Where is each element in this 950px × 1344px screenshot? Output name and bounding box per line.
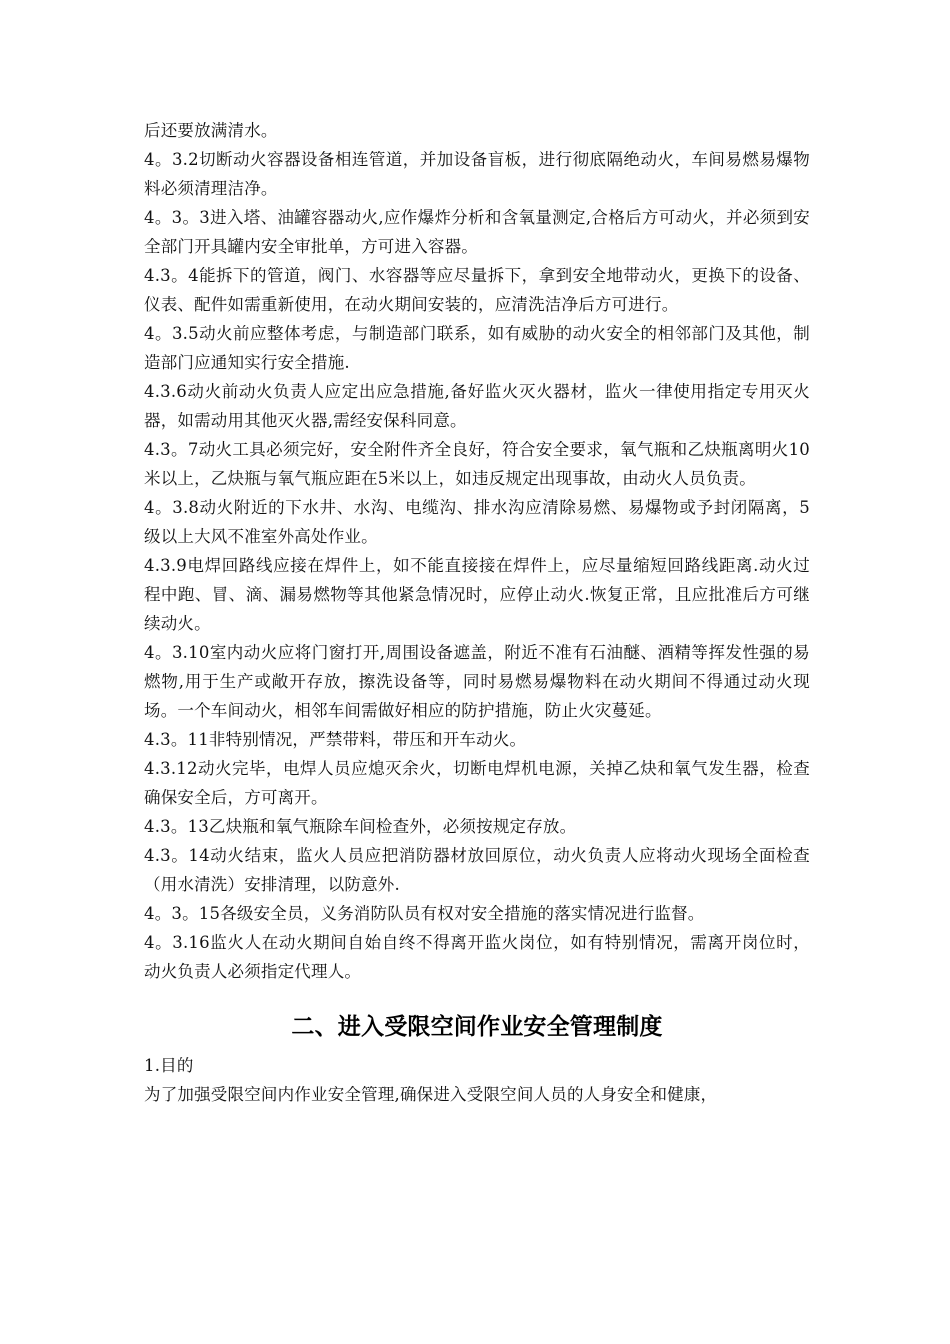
paragraph: 4.3。13乙炔瓶和氧气瓶除车间检查外，必须按规定存放。 [144,817,577,836]
paragraph: 4。3.8动火附近的下水井、水沟、电缆沟、排水沟应清除易燃、易爆物或予封闭隔离，5级以上大风不准室外高处作业。 [144,498,810,546]
paragraph: 4.3。7动火工具必须完好，安全附件齐全良好，符合安全要求，氧气瓶和乙炔瓶离明火10米以上，乙炔瓶与氧气瓶应距在5米以上，如违反规定出现事故，由动火人员负责。 [144,440,810,488]
paragraph: 后还要放满清水。 [144,121,278,140]
paragraph: 4.3。4能拆下的管道，阀门、水容器等应尽量拆下，拿到安全地带动火，更换下的设备、仪表、配件如需重新使用，在动火期间安装的，应清洗洁净后方可进行。 [144,266,810,314]
paragraph: 4.3。11非特别情况，严禁带料，带压和开车动火。 [144,730,527,749]
paragraph: 4。3.16监火人在动火期间自始自终不得离开监火岗位，如有特别情况，需离开岗位时，动火负责人必须指定代理人。 [144,933,810,981]
paragraph: 4。3。3进入塔、油罐容器动火,应作爆炸分析和含氧量测定,合格后方可动火，并必须到安全部门开具罐内安全审批单，方可进入容器。 [144,208,810,256]
document-body [144,116,810,1109]
paragraph: 4。3.10室内动火应将门窗打开,周围设备遮盖，附近不准有石油醚、酒精等挥发性强的易燃物,用于生产或敞开存放，擦洗设备等，同时易燃易爆物料在动火期间不得通过动火现场。一个车间动火，相邻车间需做好相应的防护措施，防止火灾蔓延。 [144,643,810,720]
paragraph: 4.3。14动火结束，监火人员应把消防器材放回原位，动火负责人应将动火现场全面检查（用水清洗）安排清理，以防意外. [144,846,810,894]
paragraph: 为了加强受限空间内作业安全管理,确保进入受限空间人员的人身安全和健康， [144,1085,718,1104]
paragraph: 4。3.5动火前应整体考虑，与制造部门联系，如有威胁的动火安全的相邻部门及其他，制造部门应通知实行安全措施. [144,324,810,372]
paragraph: 4。3.2切断动火容器设备相连管道，并加设备盲板，进行彻底隔绝动火，车间易燃易爆物料必须清理洁净。 [144,150,810,198]
subsection-heading: 1.目的 [144,1056,194,1075]
paragraph: 4.3.9电焊回路线应接在焊件上，如不能直接接在焊件上，应尽量缩短回路线距离.动火过程中跑、冒、滴、漏易燃物等其他紧急情况时，应停止动火.恢复正常，且应批准后方可继续动火。 [144,556,810,633]
paragraph: 4.3.12动火完毕，电焊人员应熄灭余火，切断电焊机电源，关掉乙炔和氧气发生器，检查确保安全后，方可离开。 [144,759,810,807]
paragraph: 4。3。15各级安全员，义务消防队员有权对安全措施的落实情况进行监督。 [144,904,705,923]
paragraph: 4.3.6动火前动火负责人应定出应急措施,备好监火灭火器材，监火一律使用指定专用灭火器，如需动用其他灭火器,需经安保科同意。 [144,382,810,430]
section-title: 二、进入受限空间作业安全管理制度 [291,1014,663,1040]
